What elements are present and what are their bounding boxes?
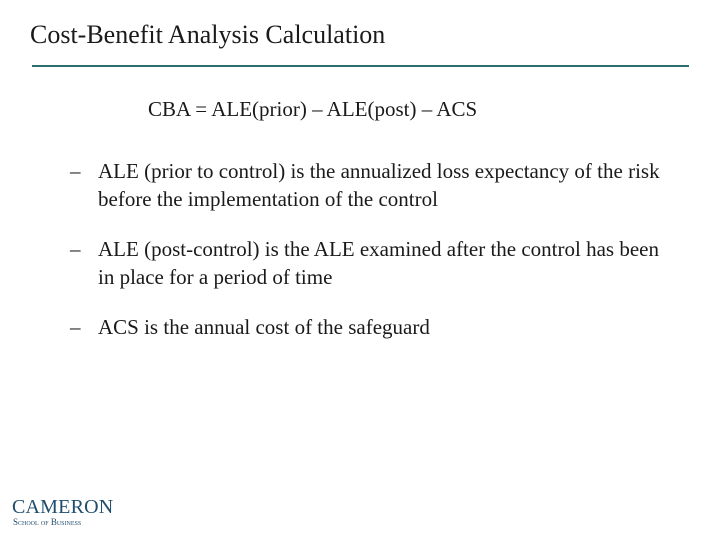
bullet-acs — [70, 313, 670, 341]
slide-title: Cost-Benefit Analysis Calculation — [30, 20, 386, 49]
bullet-ale-prior — [70, 157, 670, 213]
bullet-text: ALE (prior to control) is the annualized loss expectancy of the risk before the implementation of the control — [98, 159, 660, 211]
cameron-logo — [12, 497, 122, 529]
title-divider — [32, 65, 689, 67]
bullet-text: ALE (post-control) is the ALE examined after the control has been in place for a period of time — [98, 237, 659, 289]
logo-subtitle: School of Business — [13, 517, 82, 527]
bullet-ale-post — [70, 235, 670, 291]
cba-formula: CBA = ALE(prior) – ALE(post) – ACS — [148, 97, 478, 121]
bullet-text: ACS is the annual cost of the safeguard — [98, 315, 430, 339]
dash-marker: – — [70, 237, 81, 261]
dash-marker: – — [70, 159, 81, 183]
bullet-list — [70, 157, 670, 363]
dash-marker: – — [70, 315, 81, 339]
logo-name: CAMERON — [12, 496, 114, 518]
